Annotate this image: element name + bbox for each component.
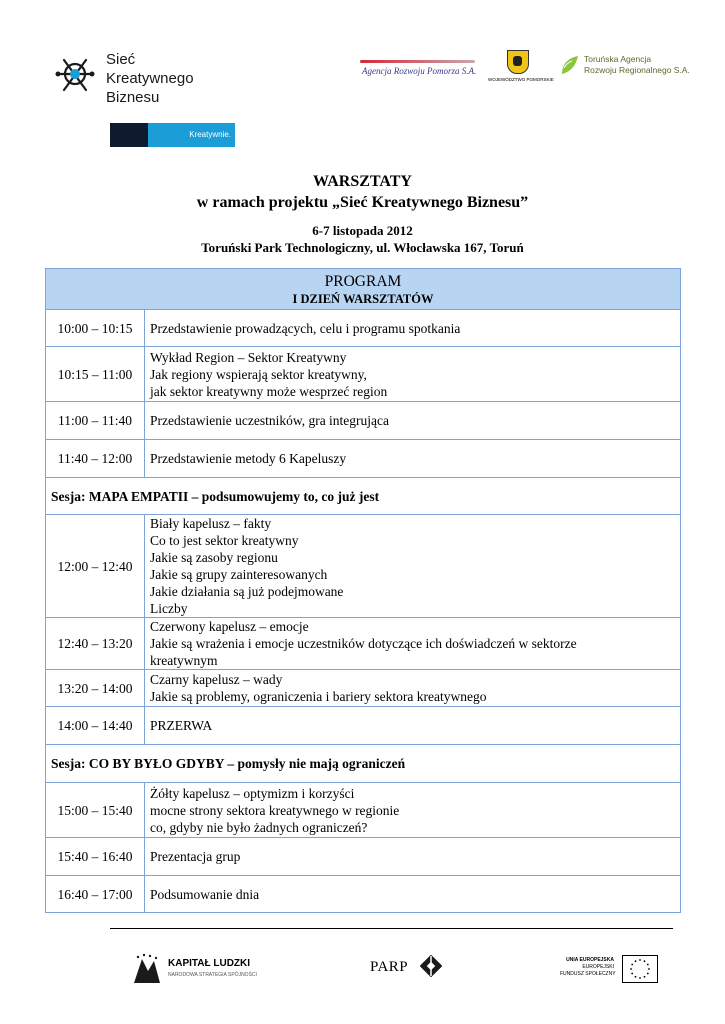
parp-text: PARP [370,959,409,975]
table-row [46,670,681,707]
activity-line: jak sektor kreatywny może wesprzeć region [150,383,388,399]
footer-divider [110,928,673,929]
activity-line: Jakie są zasoby regionu [150,550,278,565]
parp-logo [370,955,445,981]
activity-line: Przedstawienie metody 6 Kapeluszy [150,451,347,466]
activity-line: co, gdyby nie było żadnych ograniczeń? [150,819,368,835]
activity-cell [145,876,681,913]
time-cell: 15:00 – 15:40 [46,783,145,838]
session-title: Sesja: CO BY BYŁO GDYBY – pomysły nie mają ograniczeń [46,745,681,783]
siec-network-icon [50,48,100,104]
activity-cell [145,310,681,347]
kreatywnie-banner [110,123,235,147]
table-row [46,707,681,745]
activity-cell [145,707,681,745]
time-cell: 10:00 – 10:15 [46,310,145,347]
time-cell: 11:40 – 12:00 [46,440,145,478]
session-row [46,745,681,783]
activity-cell [145,838,681,876]
activity-line: Wykład Region – Sektor Kreatywny [150,349,347,365]
table-row [46,402,681,440]
ue-efs-logo [560,955,660,985]
tarr-logo-line: Toruńska Agencja [584,54,652,64]
tarr-logo [560,52,690,82]
activity-line: Jakie są problemy, ograniczenia i bariery sektora kreatywnego [150,689,487,704]
kapital-ludzki-logo [130,953,270,987]
activity-line: Przedstawienie prowadzących, celu i programu spotkania [150,320,461,336]
activity-cell [145,618,681,670]
time-cell: 11:00 – 11:40 [46,402,145,440]
event-date: 6-7 listopada 2012 [312,223,413,238]
program-header-cell [46,269,681,310]
time-cell: 15:40 – 16:40 [46,838,145,876]
time-cell: 10:15 – 11:00 [46,347,145,402]
kl-subtitle: NARODOWA STRATEGIA SPÓJNOŚCI [168,972,257,978]
time-cell: 16:40 – 17:00 [46,876,145,913]
activity-line: Żółty kapelusz – optymizm i korzyści [150,785,355,801]
activity-line: mocne strony sektora kreatywnego w regionie [150,802,400,818]
arp-logo-line [360,60,475,63]
arp-logo-text: Agencja Rozwoju Pomorza S.A. [362,66,477,76]
wojewodztwo-pomorskie-logo [488,50,554,86]
parp-mark-icon [420,955,442,977]
activity-line: Czarny kapelusz – wady [150,672,283,687]
activity-line: Jak regiony wspierają sektor kreatywny, [150,366,367,382]
table-row [46,783,681,838]
time-cell: 14:00 – 14:40 [46,707,145,745]
siec-kreatywnego-biznesu-logo [50,48,210,108]
table-row [46,876,681,913]
time-cell: 12:40 – 13:20 [46,618,145,670]
eu-flag-icon [622,955,658,983]
activity-cell [145,440,681,478]
activity-line: Biały kapelusz – fakty [150,516,272,531]
activity-line: Prezentacja grup [150,849,241,864]
griffin-shield-icon [507,50,529,74]
document-title: WARSZTATY [313,173,412,190]
ue-line: UNIA EUROPEJSKA [566,957,614,963]
table-row [46,838,681,876]
activity-line: Czerwony kapelusz – emocje [150,619,309,634]
activity-line: Co to jest sektor kreatywny [150,533,299,548]
activity-cell [145,783,681,838]
session-title: Sesja: MAPA EMPATII – podsumowujemy to, co już jest [46,478,681,515]
siec-logo-line: Biznesu [106,89,160,106]
eu-stars-icon [623,956,657,982]
table-row [46,347,681,402]
program-subheading: I DZIEŃ WARSZTATÓW [292,292,434,306]
document-subtitle: w ramach projektu „Sieć Kreatywnego Biznesu” [196,194,529,211]
kapital-ludzki-icon [130,953,164,987]
table-row [46,310,681,347]
ue-line: FUNDUSZ SPOŁECZNY [560,971,616,977]
activity-line: Jakie są grupy zainteresowanych [150,567,328,582]
activity-line: Liczby [150,601,188,616]
activity-line: Jakie są wrażenia i emocje uczestników dotyczące ich doświadczeń w sektorze [150,636,577,651]
table-row [46,515,681,618]
tarr-logo-line: Rozwoju Regionalnego S.A. [584,65,690,75]
siec-logo-line: Sieć [106,51,136,68]
time-cell: 12:00 – 12:40 [46,515,145,618]
event-place: Toruński Park Technologiczny, ul. Włocławska 167, Toruń [201,240,524,255]
activity-cell [145,347,681,402]
activity-cell [145,670,681,707]
arp-logo [360,60,475,82]
leaf-icon [560,54,580,76]
kreatywnie-label: Kreatywnie. [148,123,235,147]
table-row [46,440,681,478]
activity-cell [145,402,681,440]
time-cell: 13:20 – 14:00 [46,670,145,707]
table-row [46,618,681,670]
activity-line: Podsumowanie dnia [150,886,260,902]
activity-line: Przedstawienie uczestników, gra integrująca [150,413,390,428]
ue-line: EUROPEJSKI [582,964,614,970]
activity-line: Jakie działania są już podejmowane [150,584,344,599]
program-header-row [46,269,681,310]
session-row [46,478,681,515]
siec-logo-line: Kreatywnego [106,70,194,87]
activity-cell [145,515,681,618]
program-heading: PROGRAM [324,273,402,290]
woj-logo-text: WOJEWÓDZTWO POMORSKIE [488,77,554,82]
kl-title: KAPITAŁ LUDZKI [168,958,251,969]
activity-line: kreatywnym [150,653,218,668]
activity-line: PRZERWA [150,718,213,733]
banner-dark-block [110,123,148,147]
program-table [45,268,681,913]
